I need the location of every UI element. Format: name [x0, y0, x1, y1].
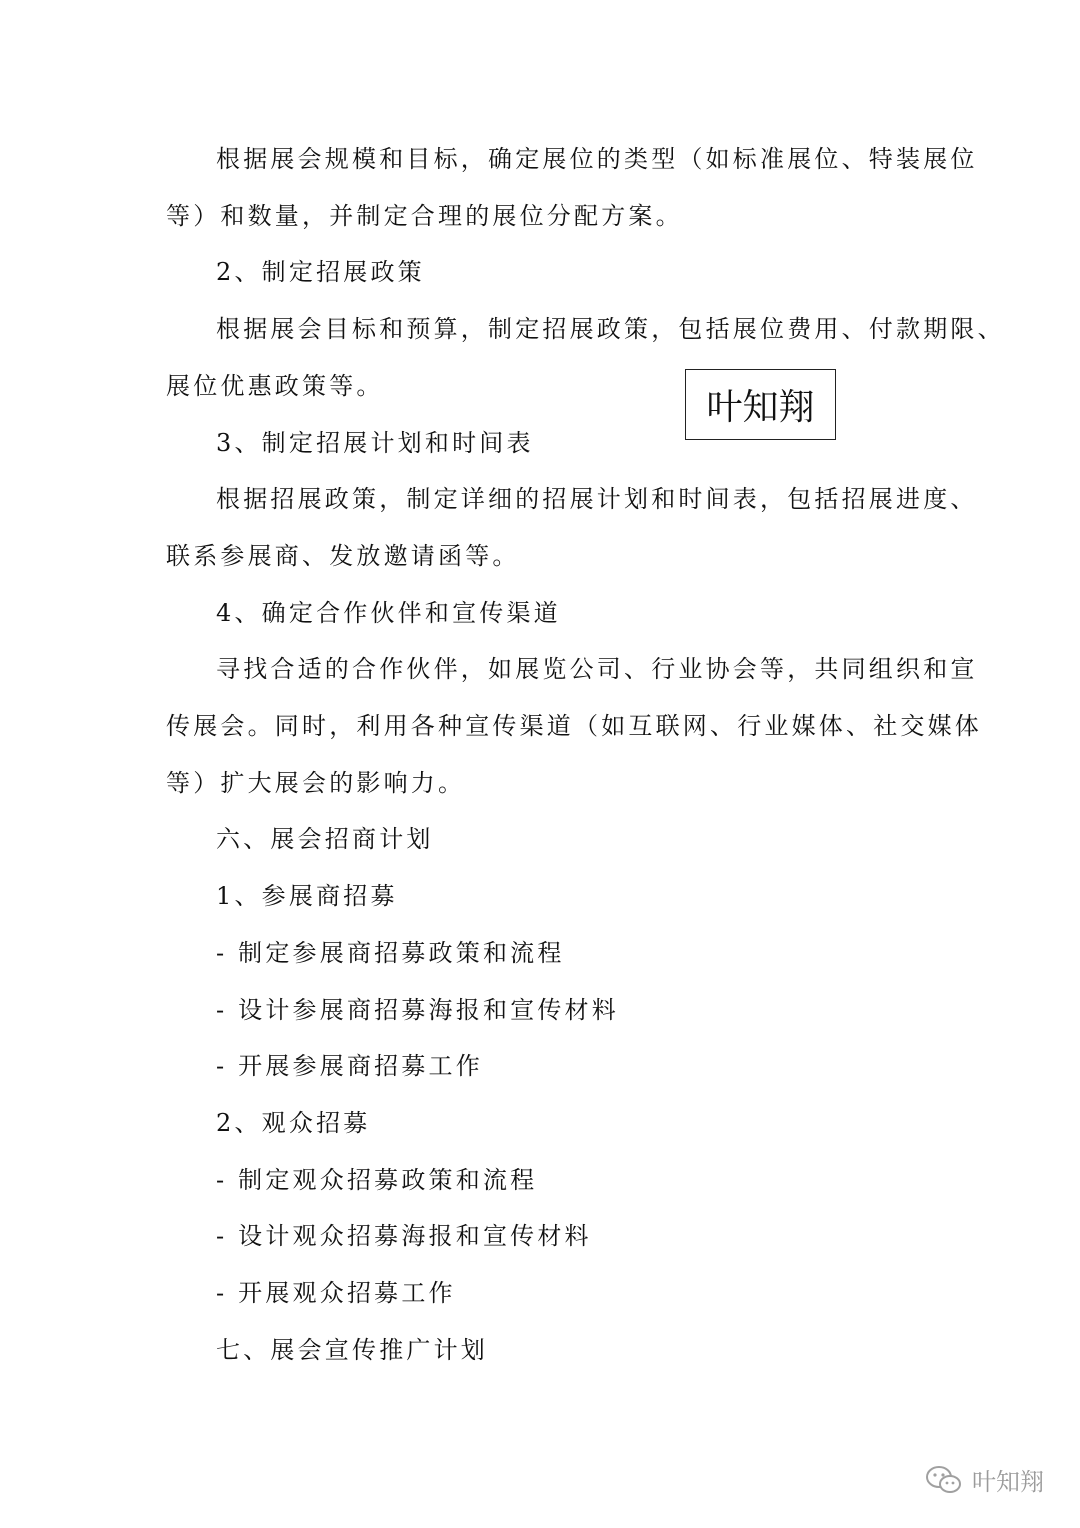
text-line: - 开展参展商招募工作: [216, 1052, 483, 1081]
text-line: 等）扩大展会的影响力。: [166, 768, 466, 797]
watermark: [924, 1462, 1044, 1497]
text-line: 根据展会目标和预算，制定招展政策，包括展位费用、付款期限、: [216, 315, 1005, 344]
stamp-text: 叶知翔: [706, 387, 815, 428]
text-line: 根据展会规模和目标，确定展位的类型（如标准展位、特装展位: [216, 145, 978, 173]
text-line: 联系参展商、发放邀请函等。: [166, 541, 520, 570]
text-line: 根据招展政策，制定详细的招展计划和时间表，包括招展进度、: [216, 485, 978, 514]
text-line: 等）和数量，并制定合理的展位分配方案。: [166, 201, 683, 230]
text-line: - 设计观众招募海报和宣传材料: [216, 1222, 592, 1251]
name-stamp: [685, 369, 836, 440]
text-line: - 设计参展商招募海报和宣传材料: [216, 995, 619, 1024]
text-line: 1、参展商招募: [216, 882, 398, 911]
text-line: 寻找合适的合作伙伴，如展览公司、行业协会等，共同组织和宣: [216, 655, 978, 684]
text-line: 六、展会招商计划: [216, 825, 434, 854]
text-line: - 制定观众招募政策和流程: [216, 1165, 538, 1194]
watermark-text: 叶知翔: [972, 1468, 1044, 1496]
text-line: - 制定参展商招募政策和流程: [216, 938, 565, 967]
text-line: 2、制定招展政策: [216, 258, 425, 287]
text-line: 3、制定招展计划和时间表: [216, 428, 534, 457]
text-line: 传展会。同时，利用各种宣传渠道（如互联网、行业媒体、社交媒体: [166, 712, 982, 740]
wechat-icon: [924, 1464, 964, 1496]
text-line: 2、观众招募: [216, 1108, 371, 1137]
text-line: - 开展观众招募工作: [216, 1279, 456, 1307]
text-line: 七、展会宣传推广计划: [216, 1335, 488, 1364]
text-line: 4、确定合作伙伴和宣传渠道: [216, 598, 561, 627]
text-line: 展位优惠政策等。: [166, 371, 384, 400]
